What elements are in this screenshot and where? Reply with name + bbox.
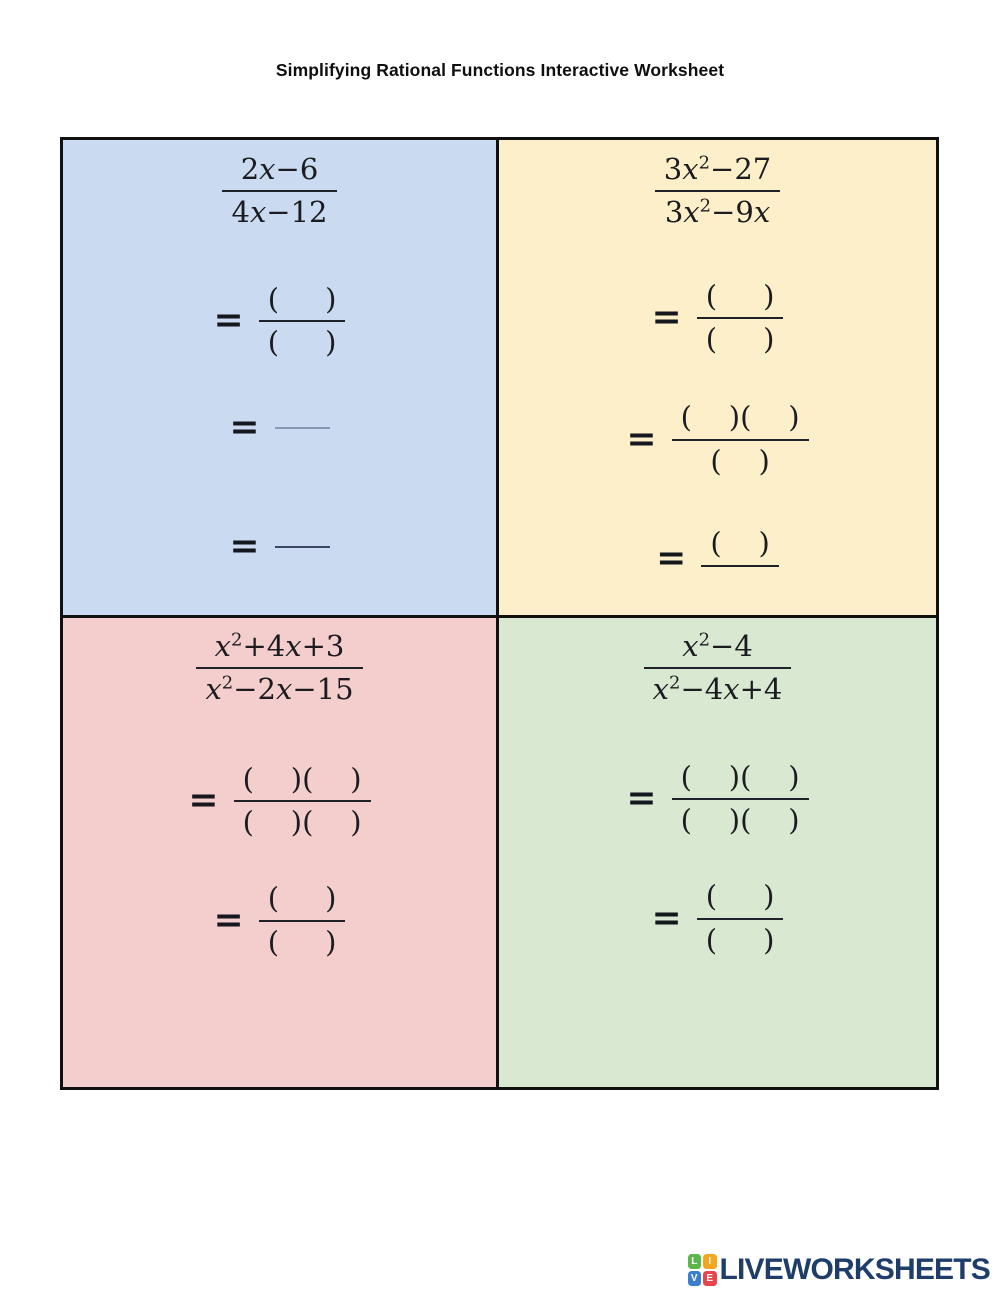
page-title: Simplifying Rational Functions Interactive Worksheet bbox=[275, 60, 725, 80]
logo-square-l: L bbox=[688, 1254, 702, 1269]
problem-denominator: $x^2-2x-15$ bbox=[205, 672, 354, 707]
problem-denominator: 4x−12 bbox=[231, 195, 328, 230]
problem-numerator: $x^2+4x+3$ bbox=[196, 630, 362, 669]
problem-fraction bbox=[196, 630, 362, 707]
answer-fraction bbox=[672, 401, 809, 478]
problem-numerator: $3x^2-27$ bbox=[655, 153, 780, 192]
equals-sign: = bbox=[229, 406, 260, 449]
answer-denominator-blank[interactable]: ( ) bbox=[267, 325, 337, 360]
equals-sign: = bbox=[229, 524, 260, 567]
answer-fraction bbox=[234, 763, 371, 840]
step-row bbox=[229, 524, 329, 567]
answer-numerator-blank[interactable]: ( ) bbox=[697, 880, 784, 919]
problem-denominator: $3x^2-9x$ bbox=[664, 195, 771, 230]
answer-denominator-blank[interactable]: ( ) bbox=[705, 322, 775, 357]
quadrant-top-left bbox=[63, 140, 499, 618]
answer-fraction bbox=[275, 427, 330, 429]
answer-numerator-blank[interactable]: ( ) bbox=[697, 280, 784, 319]
equals-sign: = bbox=[626, 777, 657, 820]
answer-fraction bbox=[697, 280, 784, 357]
answer-fraction bbox=[701, 527, 779, 566]
liveworksheets-logo bbox=[688, 1253, 991, 1287]
equals-sign: = bbox=[213, 299, 244, 342]
step-row bbox=[229, 408, 329, 448]
step-row bbox=[626, 401, 808, 478]
problem-numerator: $x^2-4$ bbox=[644, 630, 792, 669]
answer-numerator-blank[interactable]: ( ) bbox=[259, 283, 346, 322]
equals-sign: = bbox=[656, 537, 687, 580]
answer-numerator-blank[interactable]: ( ) bbox=[259, 882, 346, 921]
step-row bbox=[214, 882, 346, 959]
logo-square-i: I bbox=[703, 1254, 717, 1269]
problem-numerator: 2x−6 bbox=[222, 153, 336, 192]
quadrant-bottom-left bbox=[63, 618, 499, 1087]
problem-expression bbox=[196, 630, 362, 707]
worksheet-grid bbox=[60, 137, 939, 1090]
problem-expression bbox=[655, 153, 780, 230]
step-row bbox=[188, 763, 370, 840]
answer-denominator-blank[interactable]: ( ) bbox=[710, 443, 770, 478]
answer-numerator-blank[interactable]: ( )( ) bbox=[234, 763, 371, 802]
equals-sign: = bbox=[188, 779, 219, 822]
answer-fraction bbox=[259, 882, 346, 959]
step-row bbox=[656, 526, 779, 580]
answer-denominator-blank[interactable]: ( ) bbox=[705, 922, 775, 957]
answer-numerator-blank[interactable]: ( )( ) bbox=[672, 401, 809, 440]
answer-denominator-blank[interactable]: ( )( ) bbox=[680, 803, 800, 838]
answer-bar-blank[interactable] bbox=[275, 546, 330, 548]
equals-sign: = bbox=[651, 296, 682, 339]
answer-fraction bbox=[697, 880, 784, 957]
answer-fraction bbox=[259, 283, 346, 360]
quadrant-bottom-right bbox=[499, 618, 936, 1087]
answer-fraction bbox=[275, 546, 330, 548]
logo-square-e: E bbox=[703, 1271, 717, 1286]
step-row bbox=[626, 761, 808, 838]
answer-numerator-blank[interactable]: ( ) bbox=[701, 527, 779, 566]
liveworksheets-icon bbox=[688, 1254, 717, 1286]
answer-fraction bbox=[672, 761, 809, 838]
problem-denominator: $x^2-4x+4$ bbox=[652, 672, 783, 707]
problem-fraction bbox=[644, 630, 792, 707]
problem-expression bbox=[644, 630, 792, 707]
problem-fraction bbox=[655, 153, 780, 230]
quadrant-top-right bbox=[499, 140, 936, 618]
answer-bar-blank[interactable] bbox=[275, 427, 330, 429]
equals-sign: = bbox=[213, 898, 244, 941]
step-row bbox=[652, 880, 784, 957]
logo-square-v: V bbox=[688, 1271, 702, 1286]
liveworksheets-wordmark: LIVEWORKSHEETS bbox=[719, 1253, 990, 1286]
answer-denominator-blank[interactable]: ( ) bbox=[267, 924, 337, 959]
step-row bbox=[214, 283, 346, 360]
problem-expression bbox=[222, 153, 336, 230]
equals-sign: = bbox=[626, 417, 657, 460]
answer-denominator-blank[interactable]: ( )( ) bbox=[242, 805, 362, 840]
step-row bbox=[652, 280, 784, 357]
answer-numerator-blank[interactable]: ( )( ) bbox=[672, 761, 809, 800]
problem-fraction bbox=[222, 153, 336, 230]
equals-sign: = bbox=[651, 896, 682, 939]
